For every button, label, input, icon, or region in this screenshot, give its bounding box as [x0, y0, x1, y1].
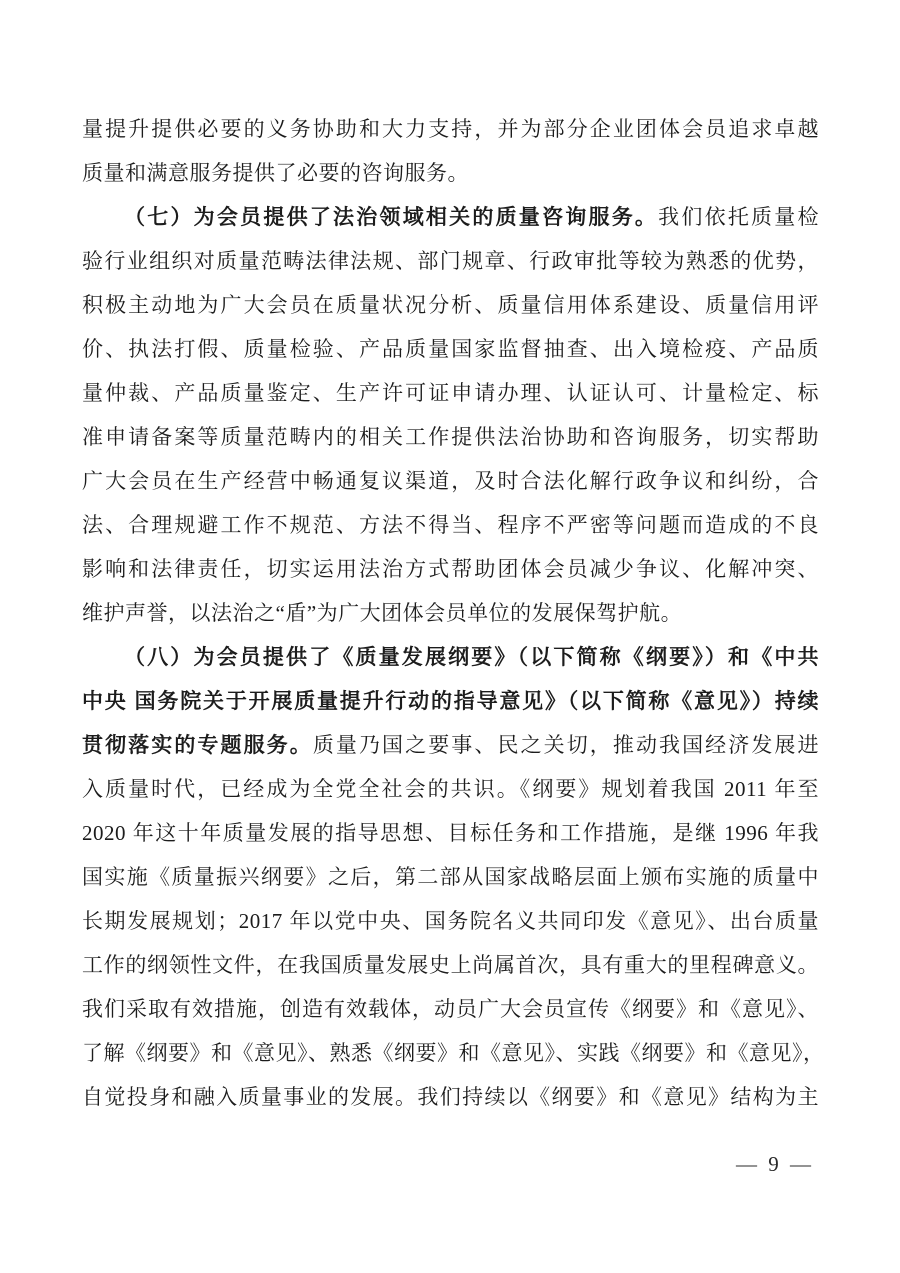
text-line: [82, 811, 819, 855]
text-line: [82, 591, 819, 635]
page-number: — 9 —: [736, 1152, 814, 1176]
text-line: [82, 855, 819, 899]
body-text: 价、执法打假、质量检验、产品质量国家监督抽查、出入境检疫、产品质: [82, 337, 819, 361]
body-text: 积极主动地为广大会员在质量状况分析、质量信用体系建设、质量信用评: [82, 293, 819, 317]
body-text: 广大会员在生产经营中畅通复议渠道，及时合法化解行政争议和纠纷，合: [82, 469, 819, 493]
text-line: [82, 943, 819, 987]
bold-heading-text: （七）为会员提供了法治领域相关的质量咨询服务。: [124, 205, 659, 229]
body-text: 长期发展规划；2017 年以党中央、国务院名义共同印发《意见》、出台质量: [82, 909, 819, 933]
text-line: [82, 1075, 819, 1119]
body-text: 自觉投身和融入质量事业的发展。我们持续以《纲要》和《意见》结构为主: [82, 1085, 819, 1109]
body-text: 质量乃国之要事、民之关切，推动我国经济发展进: [312, 733, 820, 757]
body-text: 了解《纲要》和《意见》、熟悉《纲要》和《意见》、实践《纲要》和《意见》，: [82, 1041, 825, 1065]
body-text: 我们依托质量检: [658, 205, 820, 229]
text-line: [82, 767, 819, 811]
body-text: 质量和满意服务提供了必要的咨询服务。: [82, 161, 469, 185]
text-line: [82, 371, 819, 415]
text-line: [82, 415, 819, 459]
text-line: [82, 1031, 825, 1075]
bold-heading-text: 中央 国务院关于开展质量提升行动的指导意见》（以下简称《意见》）持续: [82, 689, 819, 713]
text-line: [82, 151, 819, 195]
body-text: 2020 年这十年质量发展的指导思想、目标任务和工作措施，是继 1996 年我: [82, 821, 819, 845]
text-line: [82, 987, 819, 1031]
text-line: [82, 283, 819, 327]
body-text: 入质量时代，已经成为全党全社会的共识。《纲要》规划着我国 2011 年至: [82, 777, 819, 801]
text-line: [82, 107, 819, 151]
text-line: [82, 327, 819, 371]
text-line: [82, 547, 819, 591]
body-text: 工作的纲领性文件，在我国质量发展史上尚属首次，具有重大的里程碑意义。: [82, 953, 819, 977]
text-line: [82, 635, 819, 679]
bold-heading-text: （八）为会员提供了《质量发展纲要》（以下简称《纲要》）和《中共: [124, 645, 819, 669]
document-body: [82, 107, 825, 1119]
bold-heading-text: 贯彻落实的专题服务。: [82, 733, 313, 757]
body-text: 验行业组织对质量范畴法律法规、部门规章、行政审批等较为熟悉的优势，: [82, 249, 819, 273]
text-line: [82, 459, 819, 503]
text-line: [82, 239, 819, 283]
text-line: [82, 679, 819, 723]
body-text: 法、合理规避工作不规范、方法不得当、程序不严密等问题而造成的不良: [82, 513, 819, 537]
body-text: 量提升提供必要的义务协助和大力支持，并为部分企业团体会员追求卓越: [82, 117, 819, 141]
text-line: [82, 195, 819, 239]
body-text: 我们采取有效措施，创造有效载体，动员广大会员宣传《纲要》和《意见》、: [82, 997, 819, 1021]
body-text: 维护声誉，以法治之“盾”为广大团体会员单位的发展保驾护航。: [82, 601, 683, 625]
text-line: [82, 899, 819, 943]
body-text: 影响和法律责任，切实运用法治方式帮助团体会员减少争议、化解冲突、: [82, 557, 819, 581]
body-text: 量仲裁、产品质量鉴定、生产许可证申请办理、认证认可、计量检定、标: [82, 381, 819, 405]
text-line: [82, 503, 819, 547]
body-text: 准申请备案等质量范畴内的相关工作提供法治协助和咨询服务，切实帮助: [82, 425, 819, 449]
body-text: 国实施《质量振兴纲要》之后，第二部从国家战略层面上颁布实施的质量中: [82, 865, 819, 889]
text-line: [82, 723, 819, 767]
